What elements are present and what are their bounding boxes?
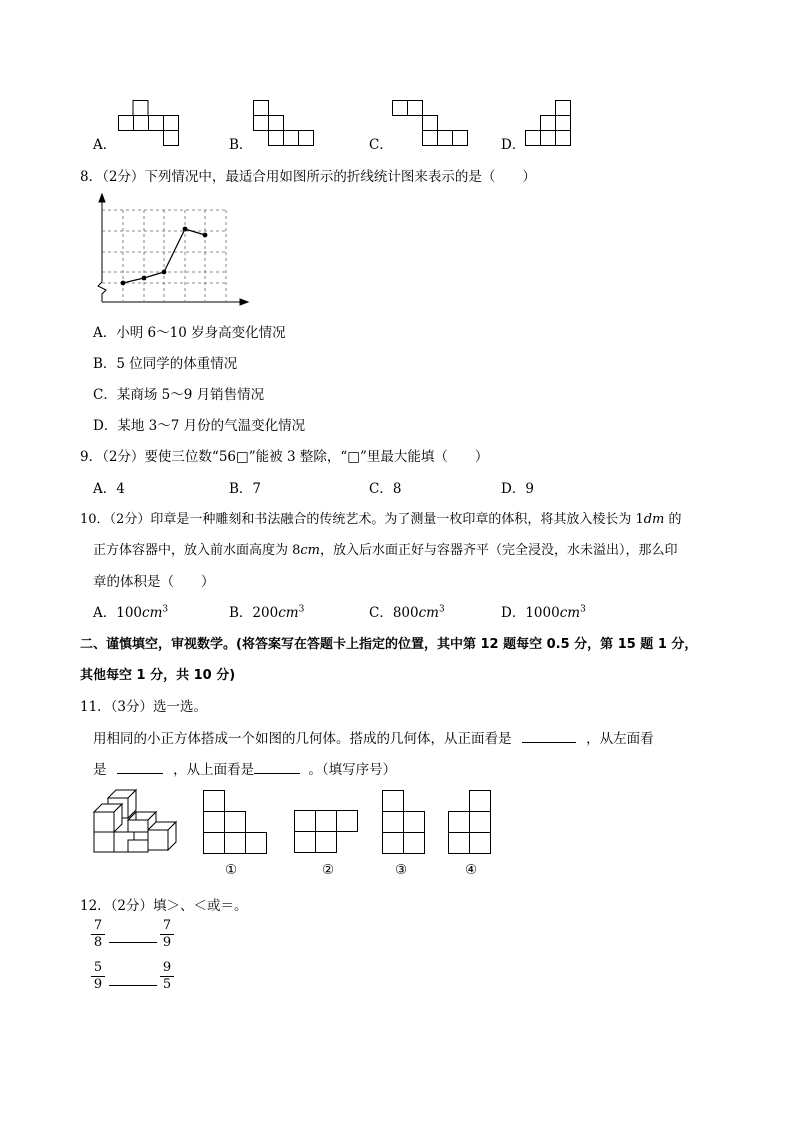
q11-view-4-figure [448, 790, 494, 856]
q9-stem: 9．（2分）要使三位数“56□”能被 3 整除，“□”里最大能填（ ） [80, 449, 489, 465]
q12-fraction-1-left: $\frac{7}{8}$ [91, 918, 105, 951]
q11-answer-blank-front[interactable] [522, 729, 576, 743]
q9-option-a: A．4 [93, 481, 125, 497]
q11-stem: 11．（3分）选一选。 [80, 699, 208, 715]
q12-fraction-2-right: $\frac{9}{5}$ [160, 960, 174, 993]
q7-option-d-figure [525, 100, 573, 146]
q9-option-d: D．9 [501, 481, 534, 497]
q11-answer-blank-left[interactable] [117, 760, 163, 774]
q8-stem: 8．（2分）下列情况中，最适合用如图所示的折线统计图来表示的是（ ） [80, 169, 536, 185]
q10-option-b: B．$200cm^3$ [229, 604, 305, 621]
q12-stem: 12．（2分）填＞、＜或＝。 [80, 898, 248, 914]
q10-option-c: C．$800cm^3$ [369, 604, 445, 621]
q11-view-4-label: ④ [465, 862, 478, 878]
q8-option-d: D．某地 3～7 月份的气温变化情况 [93, 418, 306, 434]
q12-answer-blank-1[interactable] [109, 942, 157, 943]
q7-option-c-figure [392, 100, 470, 146]
q10-line1: 10．（2分）印章是一种雕刻和书法融合的传统艺术。为了测量一枚印章的体积，将其放入棱长为 1dm 的 [80, 512, 682, 527]
q12-fraction-2-left: $\frac{5}{9}$ [91, 960, 105, 993]
q10-option-a: A．$100cm^3$ [93, 604, 169, 621]
q10-option-d: D．$1000cm^3$ [501, 604, 586, 621]
q11-cube-solid-figure [94, 788, 174, 868]
q11-view-3-figure [382, 790, 428, 856]
q11-view-1-label: ① [225, 862, 238, 878]
q11-answer-blank-top[interactable] [254, 760, 300, 774]
q11-line1: 用相同的小正方体搭成一个如图的几何体。搭成的几何体，从正面看是 ，从左面看 [93, 731, 654, 747]
q8-line-chart-figure [94, 194, 250, 306]
q7-option-b-figure [253, 100, 315, 146]
q10-line2: 正方体容器中，放入前水面高度为 8cm，放入后水面正好与容器齐平（完全浸没，水未溢出），那么印 [93, 543, 678, 558]
q7-option-b-label: B． [229, 137, 253, 153]
q11-view-2-figure [294, 810, 360, 856]
q11-view-2-label: ② [322, 862, 335, 878]
q12-fraction-1-right: $\frac{7}{9}$ [160, 918, 174, 951]
q7-option-c-label: C． [369, 137, 393, 153]
section2-heading-line2: 其他每空 1 分，共 10 分) [80, 668, 236, 683]
q8-option-a: A．小明 6～10 岁身高变化情况 [93, 325, 286, 341]
q9-option-b: B．7 [229, 481, 262, 497]
q12-answer-blank-2[interactable] [109, 985, 157, 986]
q11-view-1-figure [203, 790, 269, 856]
q8-option-b: B．5 位同学的体重情况 [93, 356, 238, 372]
q7-option-a-label: A． [93, 137, 117, 153]
q10-line3: 章的体积是（ ） [93, 574, 215, 590]
q8-option-c: C．某商场 5～9 月销售情况 [93, 387, 265, 403]
q11-line2: 是 ，从上面看是 。（填写序号） [93, 762, 397, 778]
q7-option-a-figure [118, 100, 180, 146]
q7-option-d-label: D． [501, 137, 526, 153]
q9-option-c: C．8 [369, 481, 402, 497]
section2-heading-line1: 二、谨慎填空，审视数学。(将答案写在答题卡上指定的位置，其中第 12 题每空 0.5 分，第 15 题 1 分， [80, 637, 698, 652]
q11-view-3-label: ③ [395, 862, 408, 878]
